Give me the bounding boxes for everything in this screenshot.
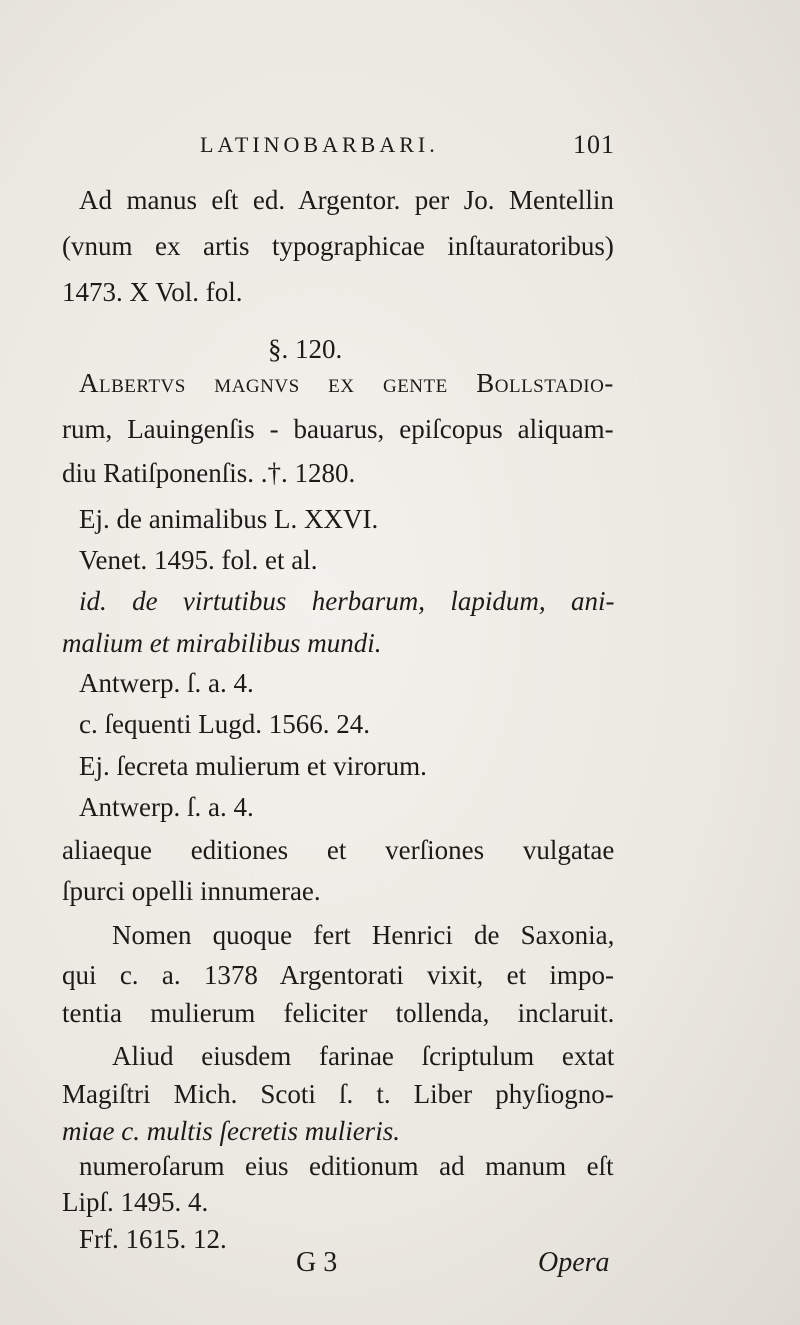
text-line: Antwerp. ſ. a. 4.: [79, 668, 254, 698]
text-line: Antwerp. ſ. a. 4.: [79, 792, 254, 822]
text-line: Aliud eiusdem farinae ſcriptulum extat: [112, 1041, 615, 1071]
text-line: Lipſ. 1495. 4.: [62, 1187, 209, 1217]
text-line: Magiſtri Mich. Scoti ſ. t. Liber phyſiogno-: [62, 1079, 614, 1109]
running-head-title: LATINOBARBARI.: [200, 132, 439, 157]
running-head: [200, 128, 615, 162]
section-heading: §. 120.: [268, 334, 343, 364]
text-line: Nomen quoque fert Henrici de Saxonia,: [112, 920, 615, 950]
text-line: (vnum ex artis typographicae inſtauratoribus): [62, 231, 614, 261]
text-line: Ad manus eſt ed. Argentor. per Jo. Mentellin: [79, 185, 614, 215]
text-line: 1473. X Vol. fol.: [62, 277, 243, 307]
text-line: aliaeque editiones et verſiones vulgatae: [62, 835, 615, 865]
text-line: Ej. ſecreta mulierum et virorum.: [79, 751, 427, 781]
text-line: c. ſequenti Lugd. 1566. 24.: [79, 709, 370, 739]
text-line: ſpurci opelli innumerae.: [62, 876, 321, 906]
signature-mark: G 3: [296, 1247, 338, 1278]
text-line: id. de virtutibus herbarum, lapidum, ani-: [79, 586, 615, 616]
text-line: tentia mulierum feliciter tollenda, inclaruit.: [62, 998, 615, 1028]
catchword: Opera: [538, 1247, 610, 1278]
text-line: malium et mirabilibus mundi.: [62, 628, 382, 658]
text-line: miae c. multis ſecretis mulieris.: [62, 1116, 400, 1146]
text-line: Ej. de animalibus L. XXVI.: [79, 504, 379, 534]
text-line: Frf. 1615. 12.: [79, 1224, 227, 1254]
text-line: numeroſarum eius editionum ad manum eſt: [79, 1151, 614, 1181]
text-line: Venet. 1495. fol. et al.: [79, 545, 318, 575]
page-number: 101: [573, 130, 615, 159]
text-line: rum, Lauingenſis - bauarus, epiſcopus aliquam-: [62, 414, 614, 444]
text-line: qui c. a. 1378 Argentorati vixit, et impo-: [62, 960, 614, 990]
text-line: diu Ratiſponenſis. .†. 1280.: [62, 458, 356, 488]
text-line: Albertvs magnvs ex gente Bollſtadio-: [79, 368, 614, 398]
